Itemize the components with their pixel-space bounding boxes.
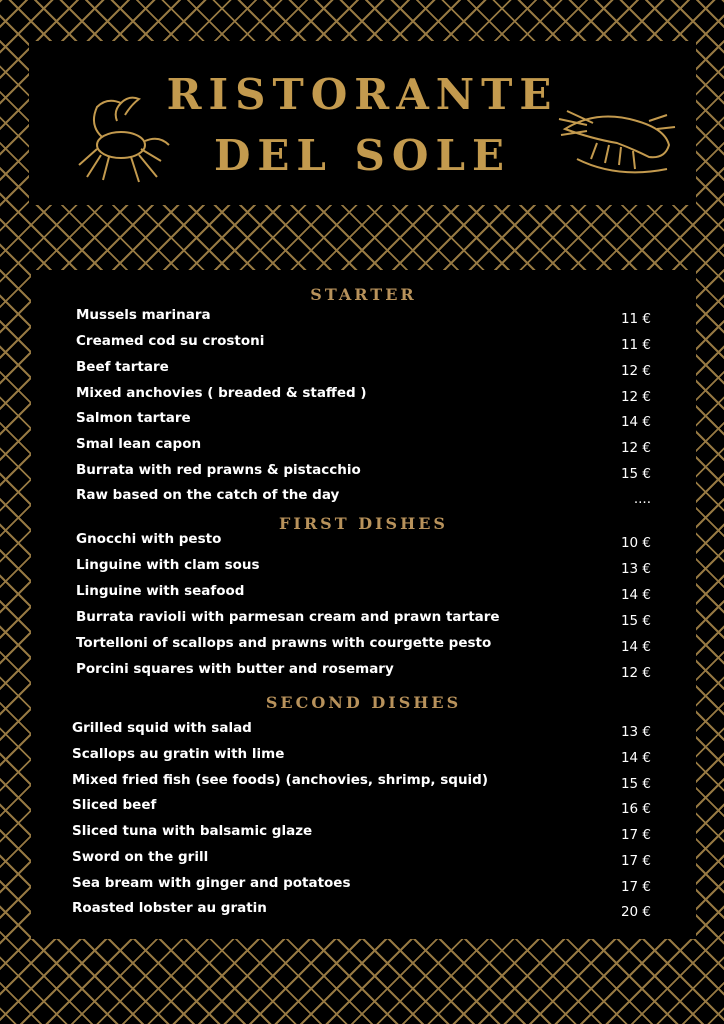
dish-price: 12 € — [620, 389, 651, 405]
menu-item — [72, 720, 696, 744]
dish-name: Porcini squares with butter and rosemary — [76, 661, 394, 677]
dish-price: 12 € — [620, 665, 651, 681]
dish-name: Mussels marinara — [76, 307, 211, 323]
dish-name: Burrata ravioli with parmesan cream and prawn tartare — [76, 609, 500, 625]
dish-price: 15 € — [620, 466, 651, 482]
dish-name: Sea bream with ginger and potatoes — [72, 875, 351, 891]
dish-price: 14 € — [620, 639, 651, 655]
dish-name: Smal lean capon — [76, 436, 202, 452]
dish-name: Mixed anchovies ( breaded & staffed ) — [76, 385, 367, 401]
dish-name: Grilled squid with salad — [72, 720, 252, 736]
menu-item — [72, 849, 696, 873]
dish-name: Scallops au gratin with lime — [72, 746, 285, 762]
menu-panel — [31, 270, 696, 939]
section-title-second-dishes: SECOND DISHES — [265, 693, 462, 712]
dish-price: 17 € — [620, 879, 651, 895]
menu-item — [76, 436, 696, 460]
dish-name: Linguine with clam sous — [76, 557, 260, 573]
menu-item — [76, 609, 696, 633]
header — [29, 41, 696, 205]
dish-name: Tortelloni of scallops and prawns with courgette pesto — [76, 635, 492, 651]
dish-price: 17 € — [620, 853, 651, 869]
restaurant-title-line2: DEL SOLE — [213, 131, 512, 180]
menu-item — [72, 797, 696, 821]
menu-item — [72, 772, 696, 796]
dish-price: .... — [633, 491, 651, 507]
dish-price: 20 € — [620, 904, 651, 920]
restaurant-title-line1: RISTORANTE — [166, 70, 559, 119]
dish-price: 11 € — [620, 311, 651, 327]
dish-name: Roasted lobster au gratin — [72, 900, 267, 916]
menu-item — [76, 410, 696, 434]
dish-name: Beef tartare — [76, 359, 169, 375]
dish-name: Mixed fried fish (see foods) (anchovies, shrimp, squid) — [72, 772, 489, 788]
menu-item — [76, 307, 696, 331]
menu-item — [76, 557, 696, 581]
dish-price: 12 € — [620, 440, 651, 456]
dish-price: 11 € — [620, 337, 651, 353]
section-title-first-dishes: FIRST DISHES — [279, 514, 448, 533]
menu-item — [76, 333, 696, 357]
dish-price: 13 € — [620, 561, 651, 577]
menu-item — [76, 385, 696, 409]
menu-item — [76, 583, 696, 607]
menu-item — [76, 531, 696, 555]
menu-item — [76, 359, 696, 383]
menu-item — [76, 487, 696, 511]
dish-name: Sword on the grill — [72, 849, 209, 865]
menu-item — [72, 746, 696, 770]
dish-name: Sliced beef — [72, 797, 157, 813]
dish-price: 16 € — [620, 801, 651, 817]
shrimp-icon — [557, 99, 681, 181]
dish-price: 12 € — [620, 363, 651, 379]
dish-name: Burrata with red prawns & pistacchio — [76, 462, 361, 478]
dish-name: Gnocchi with pesto — [76, 531, 222, 547]
menu-item — [72, 900, 696, 924]
dish-price: 14 € — [620, 587, 651, 603]
dish-name: Raw based on the catch of the day — [76, 487, 340, 503]
menu-item — [76, 661, 696, 685]
dish-price: 13 € — [620, 724, 651, 740]
dish-price: 15 € — [620, 776, 651, 792]
section-title-starter: STARTER — [310, 285, 417, 304]
menu-item — [72, 875, 696, 899]
dish-price: 10 € — [620, 535, 651, 551]
dish-name: Linguine with seafood — [76, 583, 245, 599]
dish-name: Sliced tuna with balsamic glaze — [72, 823, 313, 839]
menu-item — [76, 462, 696, 486]
menu-item — [76, 635, 696, 659]
dish-price: 14 € — [620, 414, 651, 430]
dish-price: 14 € — [620, 750, 651, 766]
dish-name: Creamed cod su crostoni — [76, 333, 265, 349]
menu-item — [72, 823, 696, 847]
dish-price: 15 € — [620, 613, 651, 629]
dish-price: 17 € — [620, 827, 651, 843]
dish-name: Salmon tartare — [76, 410, 191, 426]
